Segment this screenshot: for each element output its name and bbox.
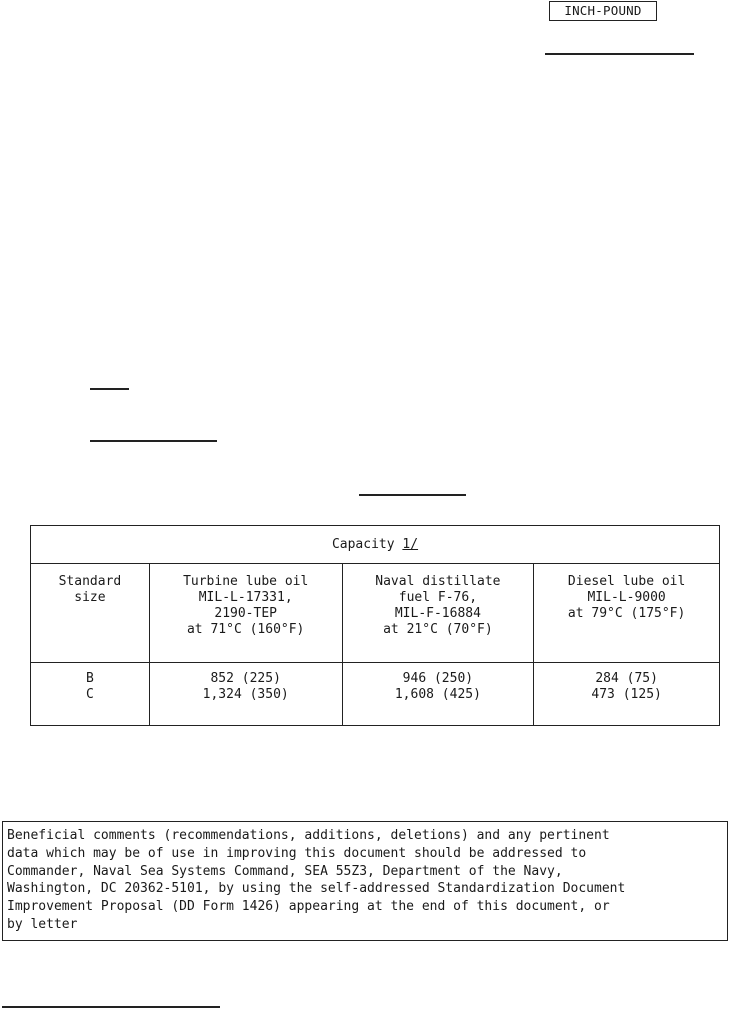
- cell-value: 1,608 (425): [394, 687, 481, 702]
- capacity-footnote-ref: 1/: [402, 536, 419, 552]
- capacity-table-title: [31, 526, 720, 564]
- cell-value: 1,324 (350): [202, 687, 289, 702]
- section-underline-medium: [90, 440, 217, 442]
- header-line: MIL-L-17331,: [198, 590, 293, 605]
- col-header-diesel-lube-oil: [534, 564, 720, 663]
- inch-pound-label: INCH-POUND: [549, 1, 657, 21]
- header-line: Naval distillate: [375, 574, 501, 589]
- capacity-table: [30, 525, 720, 726]
- header-line: size: [74, 590, 106, 605]
- cell-value: 284 (75): [595, 671, 658, 686]
- footnote-separator: [2, 1006, 220, 1008]
- cell-naval: [342, 663, 534, 726]
- cell-size: [31, 663, 150, 726]
- capacity-title-text: Capacity: [331, 536, 395, 552]
- header-line: at 79°C (175°F): [567, 606, 686, 621]
- notice-line: Beneficial comments (recommendations, additions, deletions) and any pertinent: [7, 828, 610, 843]
- header-line: MIL-L-9000: [587, 590, 666, 605]
- notice-line: Commander, Naval Sea Systems Command, SEA 55Z3, Department of the Navy,: [7, 863, 563, 879]
- col-header-standard-size: [31, 564, 150, 663]
- cell-turbine: [149, 663, 342, 726]
- cell-value: B: [86, 671, 94, 686]
- header-line: 2190-TEP: [214, 606, 277, 621]
- header-line: Turbine lube oil: [183, 574, 309, 589]
- cell-value: C: [86, 687, 94, 702]
- header-underline: [545, 53, 694, 55]
- header-line: Diesel lube oil: [567, 574, 686, 589]
- section-underline-short: [90, 388, 129, 390]
- cell-diesel: [534, 663, 720, 726]
- cell-value: 946 (250): [402, 671, 474, 686]
- header-line: Standard: [58, 574, 122, 589]
- notice-line: Washington, DC 20362-5101, by using the self-addressed Standardization Document: [7, 881, 626, 897]
- col-header-naval-distillate: [342, 564, 534, 663]
- notice-line: data which may be of use in improving this document should be addressed to: [7, 845, 587, 861]
- header-line: fuel F-76,: [398, 590, 478, 605]
- table-row: [31, 663, 720, 726]
- table-caption-underline: [359, 494, 466, 496]
- header-line: at 71°C (160°F): [186, 622, 305, 637]
- header-line: at 21°C (70°F): [383, 622, 493, 637]
- col-header-turbine-lube-oil: [149, 564, 342, 663]
- comments-notice-box: [2, 821, 728, 941]
- header-line: MIL-F-16884: [394, 606, 481, 621]
- notice-line: Improvement Proposal (DD Form 1426) appearing at the end of this document, or: [7, 899, 610, 915]
- cell-value: 852 (225): [210, 671, 281, 686]
- cell-value: 473 (125): [591, 687, 662, 702]
- notice-line: by letter: [7, 916, 78, 932]
